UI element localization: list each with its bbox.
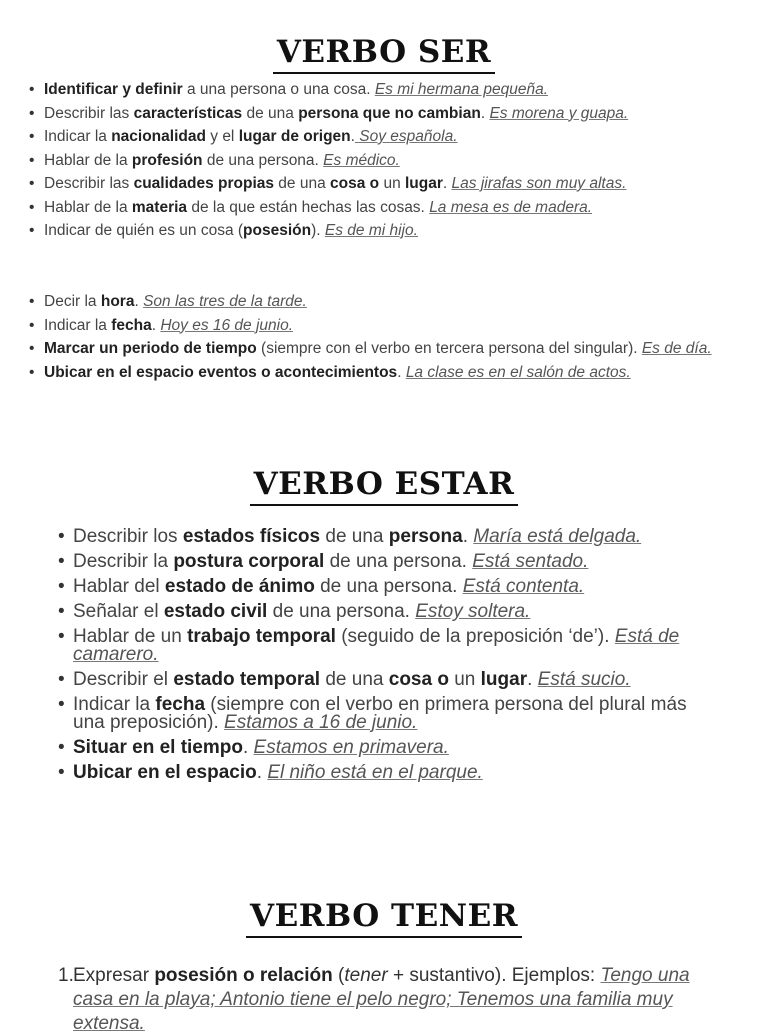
list-item: • Hablar de la materia de la que están hechas las cosas. La mesa es de madera. <box>44 200 734 215</box>
list-item: • Indicar la fecha (siempre con el verbo en primera persona del plural más una preposición). Estamos a 16 de junio. <box>73 696 713 731</box>
list-item: • Indicar de quién es un cosa (posesión). Es de mi hijo. <box>44 223 734 238</box>
list-item: • Indicar la nacionalidad y el lugar de origen. Soy española. <box>44 129 734 144</box>
list-item: • Describir las características de una persona que no cambian. Es morena y guapa. <box>44 106 734 121</box>
title-verbo-tener: VERBO TENER <box>0 898 768 934</box>
estar-uses-list <box>73 528 713 789</box>
list-item: • Indicar la fecha. Hoy es 16 de junio. <box>44 318 734 333</box>
list-item: • Describir la postura corporal de una persona. Está sentado. <box>73 553 713 571</box>
title-verbo-ser: VERBO SER <box>0 34 768 70</box>
list-item: • Señalar el estado civil de una persona. Estoy soltera. <box>73 603 713 621</box>
list-item: • Hablar de un trabajo temporal (seguido de la preposición ‘de’). Está de camarero. <box>73 628 713 663</box>
item-number: 1. <box>58 965 74 986</box>
list-item: • Identificar y definir a una persona o una cosa. Es mi hermana pequeña. <box>44 82 734 97</box>
list-item: • Ubicar en el espacio eventos o acontecimientos. La clase es en el salón de actos. <box>44 365 734 380</box>
list-item: • Hablar de la profesión de una persona. Es médico. <box>44 153 734 168</box>
list-item: • Describir los estados físicos de una persona. María está delgada. <box>73 528 713 546</box>
list-item: • Hablar del estado de ánimo de una persona. Está contenta. <box>73 578 713 596</box>
ser-time-place-list <box>44 294 734 388</box>
list-item: • Describir el estado temporal de una cosa o un lugar. Está sucio. <box>73 671 713 689</box>
list-item: • Describir las cualidades propias de una cosa o un lugar. Las jirafas son muy altas. <box>44 176 734 191</box>
list-item: • Situar en el tiempo. Estamos en primavera. <box>73 739 713 757</box>
ser-uses-list <box>44 82 734 247</box>
title-verbo-estar: VERBO ESTAR <box>0 466 768 502</box>
list-item: • Marcar un periodo de tiempo (siempre con el verbo en tercera persona del singular). Es de día. <box>44 341 734 356</box>
list-item: • Decir la hora. Son las tres de la tarde. <box>44 294 734 309</box>
list-item: • Ubicar en el espacio. El niño está en el parque. <box>73 764 713 782</box>
tener-numbered-item <box>58 964 728 1036</box>
tener-item-text: Expresar posesión o relación (tener + sustantivo). Ejemplos: Tengo una casa en la playa; Antonio tiene el pelo negro; Tenemos una familia muy extensa. <box>73 965 690 1034</box>
